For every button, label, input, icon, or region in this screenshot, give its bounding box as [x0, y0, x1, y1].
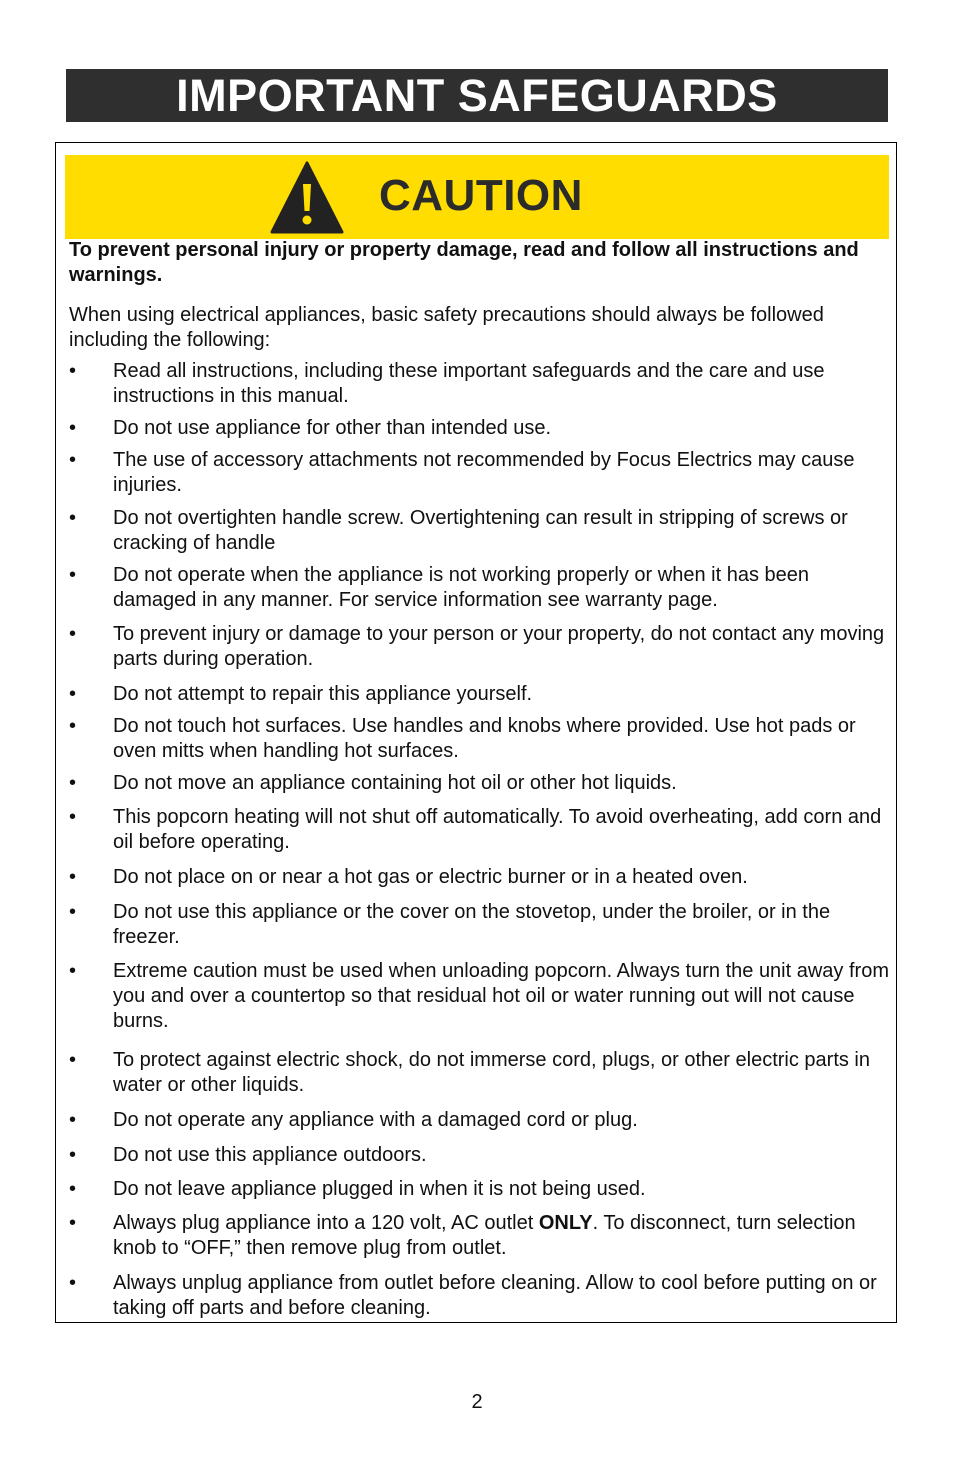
bullet: •	[69, 360, 77, 382]
list-item-text: Extreme caution must be used when unloading popcorn. Always turn the unit away from you and over a countertop so that residual hot oil or water running out will not cause burns.	[113, 960, 889, 1032]
emphasis-only: ONLY	[538, 1212, 593, 1234]
bullet: •	[69, 1272, 77, 1294]
bullet: •	[69, 1049, 77, 1071]
list-item-text: Read all instructions, including these important safeguards and the care and use instructions in this manual.	[113, 360, 825, 407]
list-item-text: Do not use this appliance outdoors.	[113, 1144, 427, 1166]
bullet: •	[69, 901, 77, 923]
list-item-text: Do not attempt to repair this appliance yourself.	[113, 683, 533, 705]
list-item-text: Do not place on or near a hot gas or electric burner or in a heated oven.	[113, 866, 748, 888]
list-item-text: To protect against electric shock, do not immerse cord, plugs, or other electric parts in water or other liquids.	[113, 1049, 871, 1096]
list-item-text: Do not touch hot surfaces. Use handles and knobs where provided. Use hot pads or oven mitts when handling hot surfaces.	[113, 715, 856, 762]
bullet: •	[69, 1178, 77, 1200]
list-item-text: To prevent injury or damage to your person or your property, do not contact any moving parts during operation.	[113, 623, 885, 670]
list-item-text: The use of accessory attachments not recommended by Focus Electrics may cause injuries.	[113, 449, 855, 496]
caution-banner	[65, 155, 889, 239]
warning-triangle-icon	[270, 160, 344, 234]
bullet: •	[69, 1212, 77, 1234]
bullet: •	[69, 960, 77, 982]
page-number: 2	[471, 1391, 483, 1413]
list-item-text: Always unplug appliance from outlet before cleaning. Allow to cool before putting on or taking off parts and before cleaning.	[113, 1272, 877, 1319]
list-item-text: Do not overtighten handle screw. Overtightening can result in stripping of screws or cracking of handle	[113, 507, 848, 554]
page-title: IMPORTANT SAFEGUARDS	[66, 69, 888, 122]
bullet: •	[69, 1144, 77, 1166]
list-item-text-end: . To disconnect, turn selection knob to “OFF,” then remove plug from outlet.	[113, 1212, 856, 1259]
caution-label: CAUTION	[379, 171, 583, 220]
precautions-intro: When using electrical appliances, basic safety precautions should always be followed including the following:	[69, 304, 824, 351]
list-item-text-start: Always plug appliance into a 120 volt, AC outlet	[113, 1212, 539, 1234]
bullet: •	[69, 866, 77, 888]
bullet: •	[69, 623, 77, 645]
list-item-text: Do not leave appliance plugged in when it is not being used.	[113, 1178, 646, 1200]
bullet: •	[69, 1109, 77, 1131]
list-item-text: Do not use this appliance or the cover on the stovetop, under the broiler, or in the freezer.	[113, 901, 831, 948]
bullet: •	[69, 806, 77, 828]
bullet: •	[69, 772, 77, 794]
list-item-text: Do not operate any appliance with a damaged cord or plug.	[113, 1109, 638, 1131]
warning-intro: To prevent personal injury or property damage, read and follow all instructions and warnings.	[69, 239, 859, 286]
bullet: •	[69, 564, 77, 586]
list-item-text: Do not use appliance for other than intended use.	[113, 417, 552, 439]
list-item-text: This popcorn heating will not shut off automatically. To avoid overheating, add corn and oil before operating.	[113, 806, 882, 853]
list-item-text	[113, 1211, 891, 1261]
list-item-text: Do not operate when the appliance is not working properly or when it has been damaged in any manner. For service information see warranty page.	[113, 564, 809, 611]
bullet: •	[69, 417, 77, 439]
bullet: •	[69, 449, 77, 471]
list-item-text: Do not move an appliance containing hot oil or other hot liquids.	[113, 772, 677, 794]
bullet: •	[69, 507, 77, 529]
bullet: •	[69, 715, 77, 737]
bullet: •	[69, 683, 77, 705]
